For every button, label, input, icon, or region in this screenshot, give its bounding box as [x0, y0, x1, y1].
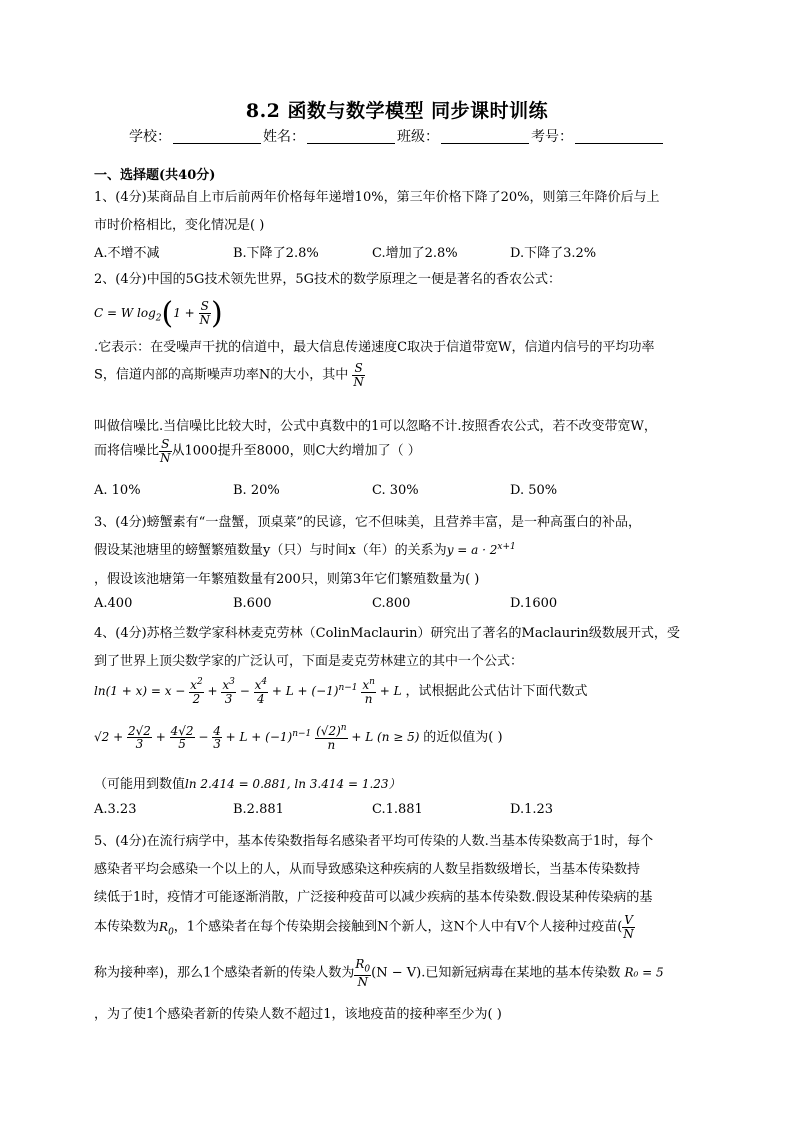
section-heading: 一、选择题(共40分)	[94, 168, 216, 183]
exam-no-blank	[575, 129, 663, 144]
q5-line1: 5、(4分)在流行病学中，基本传染数指每名感染者平均可传染的人数.当基本传染数高于1时，每个	[94, 834, 654, 849]
q5-line4a: 本传染数为	[94, 919, 160, 935]
q3-option-c: C.800	[372, 596, 411, 611]
q1-option-c: C.增加了2.8%	[372, 246, 458, 261]
q4-formula1-row	[94, 678, 587, 705]
q5-line5-row	[94, 958, 664, 988]
q4-hint-b: ln 2.414 = 0.881, ln 3.414 = 1.23）	[185, 777, 401, 791]
q4-option-b: B.2.881	[233, 802, 284, 817]
q2-line2: .它表示：在受噪声干扰的信道中，最大信息传递速度C取决于信道带宽W，信道内信号的平均功率	[94, 340, 655, 355]
q1-option-b: B.下降了2.8%	[233, 246, 319, 261]
q3-option-b: B.600	[233, 596, 272, 611]
q5-line4-row	[94, 914, 635, 940]
class-label: 班级：	[397, 129, 439, 145]
q1-option-d: D.下降了3.2%	[510, 246, 597, 261]
q2-line3-row	[94, 362, 365, 388]
q2-line5b: 从1000提升至8000，则C大约增加了（ ）	[171, 443, 421, 459]
q2-ratio-frac: $\frac{S}{N}$	[353, 361, 364, 389]
q5-r0: $R_0$	[159, 919, 174, 937]
q1-line1: 1、(4分)某商品自上市后前两年价格每年递增10%，第三年价格下降了20%，则第三年降价后与上	[94, 190, 660, 205]
q3-line2-row	[94, 539, 516, 558]
q4-line2: 到了世界上顶尖数学家的广泛认可，下面是麦克劳林建立的其中一个公式：	[94, 654, 524, 669]
q5-vn-frac: $\frac{V}{N}$	[623, 913, 634, 941]
q4-line3: ，试根据此公式估计下面代数式	[405, 684, 588, 700]
q1-options	[94, 242, 714, 260]
q1-line2: 市时价格相比，变化情况是( )	[94, 218, 265, 233]
q4-hint-a: （可能用到数值	[94, 777, 186, 792]
q4-option-c: C.1.881	[372, 802, 423, 817]
q4-hint-row	[94, 773, 401, 792]
q2-option-b: B. 20%	[233, 483, 280, 498]
name-label: 姓名：	[263, 129, 305, 145]
q3-option-a: A.400	[94, 596, 133, 611]
name-blank	[307, 129, 395, 144]
exam-no-label: 考号：	[531, 129, 573, 145]
q3-option-d: D.1600	[510, 596, 558, 611]
q4-options	[94, 802, 714, 820]
q5-line5b: (N − V).已知新冠病毒在某地的基本传染数	[371, 965, 621, 981]
q2-line5-row	[94, 438, 421, 464]
q3-options	[94, 596, 714, 614]
q5-line3: 续低于1时，疫情才可能逐渐消散，广泛接种疫苗可以减少疾病的基本传染数.假设某种传染病的基	[94, 890, 653, 905]
q4-formula2-row	[94, 724, 503, 751]
school-blank	[173, 129, 261, 144]
q4-option-a: A.3.23	[94, 802, 137, 817]
q2-line1: 2、(4分)中国的5G技术领先世界，5G技术的数学原理之一便是著名的香农公式：	[94, 272, 561, 287]
q2-formula: C = W $\log_2(1$ + $\frac{S}{N}$ )	[94, 296, 223, 331]
q4-line1: 4、(4分)苏格兰数学家科林麦克劳林（ColinMaclaurin）研究出了著名的Maclaurin级数展开式，受	[94, 626, 680, 641]
q4-line4: 的近似值为( )	[423, 730, 503, 746]
q4-formula2: √2 + $\frac{2√2}{3}$ + $\frac{4√2}{5}$ − $\frac{4}{3}$ + $L + (-1)^{n-1}$ $\frac{(√2)^n}{n}$ + L (n ≥ 5)	[94, 723, 420, 752]
q5-line6: ，为了使1个感染者新的传染人数不超过1，该地疫苗的接种率至少为( )	[94, 1007, 502, 1022]
q2-line4: 叫做信噪比.当信噪比比较大时，公式中真数中的1可以忽略不计.按照香农公式，若不改变带宽W，	[94, 419, 657, 434]
student-info-line	[0, 126, 794, 146]
q2-option-a: A. 10%	[94, 483, 141, 498]
q3-line2a: 假设某池塘里的螃蟹繁殖数量y（只）与时间x（年）的关系为	[94, 543, 447, 558]
q5-line5a: 称为接种率)，那么1个感染者新的传染人数为	[94, 965, 355, 981]
page-title: 8.2 函数与数学模型 同步课时训练	[245, 100, 549, 122]
q3-formula: $y = a \cdot 2^{x+1}$	[446, 542, 516, 557]
q5-line5c: R₀ = 5	[624, 965, 664, 980]
q1-option-a: A.不增不减	[94, 246, 160, 261]
q2-line5a: 而将信噪比	[94, 443, 160, 459]
q2-ratio-frac-2: $\frac{S}{N}$	[160, 437, 171, 465]
q4-formula1: ln(1 + x) = x − $\frac{x^2}{2}$ + $\frac{x^3}{3}$ − $\frac{x^4}{4}$ + $L + (-1)^{n-1}$ $\frac{x^n}{n}$ + L	[94, 677, 402, 706]
q5-r0n-frac: $\frac{R_0}{N}$	[355, 957, 371, 989]
q2-option-d: D. 50%	[510, 483, 558, 498]
class-blank	[441, 129, 529, 144]
q2-options	[94, 483, 714, 501]
q3-line3: ，假设该池塘第一年繁殖数量有200只，则第3年它们繁殖数量为( )	[94, 572, 480, 587]
q2-line3: S，信道内部的高斯噪声功率N的大小，其中	[94, 367, 349, 383]
q5-line4b: ，1个感染者在每个传染期会接触到N个新人，这N个人中有V个人接种过疫苗(	[173, 919, 623, 935]
q5-line2: 感染者平均会感染一个以上的人，从而导致感染这种疾病的人数呈指数级增长，当基本传染数持	[94, 862, 641, 877]
q4-option-d: D.1.23	[510, 802, 554, 817]
q3-line1: 3、(4分)螃蟹素有“一盘蟹，顶桌菜”的民谚，它不但味美，且营养丰富，是一种高蛋白的补品，	[94, 515, 641, 530]
school-label: 学校：	[129, 129, 171, 145]
q2-option-c: C. 30%	[372, 483, 419, 498]
